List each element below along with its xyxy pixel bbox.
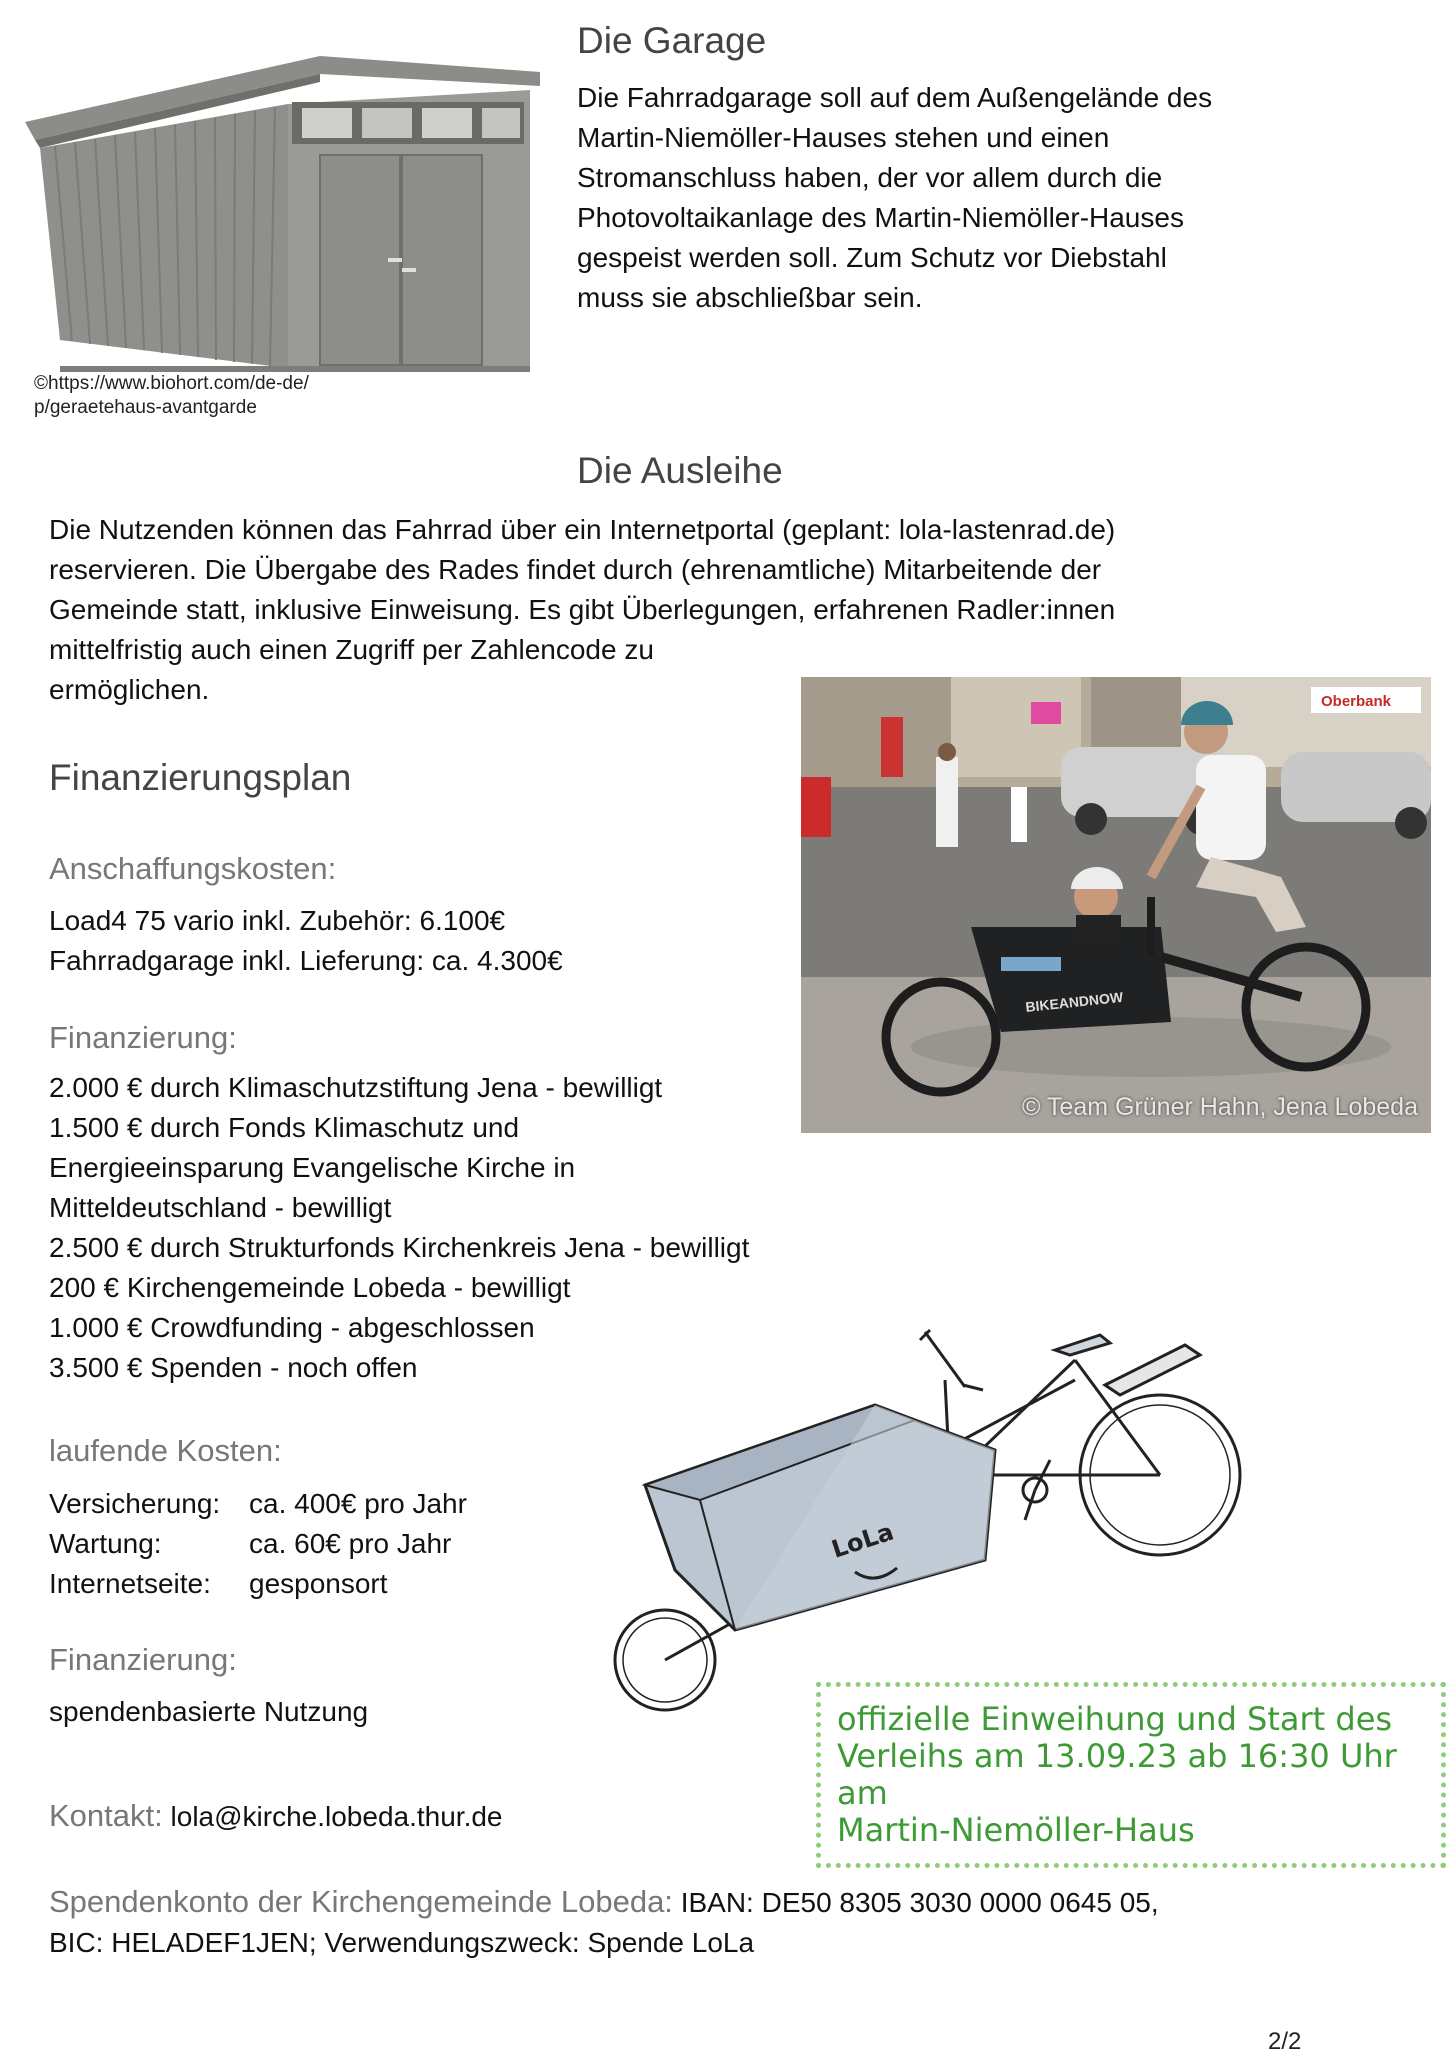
notice-line: offizielle Einweihung und Start des [837, 1700, 1393, 1738]
cargo-bike-photo [801, 677, 1431, 1133]
ausleihe-title: Die Ausleihe [577, 450, 783, 491]
cost-value: ca. 60€ pro Jahr [249, 1528, 452, 1559]
spendenkonto-line-2: BIC: HELADEF1JEN; Verwendungszweck: Spende LoLa [49, 1927, 755, 1958]
text-line: Photovoltaikanlage des Martin-Niemöller-Hauses [577, 202, 1184, 233]
lola-cargo-bike-drawing [605, 1310, 1245, 1730]
cost-label: Wartung: [49, 1528, 162, 1559]
garage-text [577, 78, 1212, 318]
text-line: Die Nutzenden können das Fahrrad über ein Internetportal (geplant: lola-lastenrad.de) [49, 514, 1116, 545]
notice-line: Martin-Niemöller-Haus [837, 1811, 1195, 1849]
text-line: reservieren. Die Übergabe des Rades findet durch (ehrenamtliche) Mitarbeitende der [49, 554, 1102, 585]
finanzierungsplan-title: Finanzierungsplan [49, 757, 352, 798]
list-item: Load4 75 vario inkl. Zubehör: 6.100€ [49, 905, 506, 936]
cost-row [49, 1484, 467, 1524]
caption-line: ©https://www.biohort.com/de-de/ [34, 373, 309, 394]
list-item: Fahrradgarage inkl. Lieferung: ca. 4.300€ [49, 945, 563, 976]
text-line: ermöglichen. [49, 674, 210, 705]
laufende-kosten-list [49, 1484, 467, 1604]
laufende-kosten-heading: laufende Kosten: [49, 1433, 282, 1468]
text-line: Stromanschluss haben, der vor allem durch die [577, 162, 1163, 193]
anschaffung-heading: Anschaffungskosten: [49, 851, 337, 886]
list-item: 3.500 € Spenden - noch offen [49, 1352, 418, 1383]
list-item: 1.500 € durch Fonds Klimaschutz und [49, 1112, 520, 1143]
list-item: Mitteldeutschland - bewilligt [49, 1192, 392, 1223]
text-line: Gemeinde statt, inklusive Einweisung. Es gibt Überlegungen, erfahrenen Radler:innen [49, 594, 1116, 625]
garage-shed-illustration [20, 50, 550, 420]
page-number: 2/2 [1268, 2028, 1302, 2055]
anschaffung-list [49, 901, 563, 981]
finanzierung-heading: Finanzierung: [49, 1020, 237, 1055]
text-line: Martin-Niemöller-Hauses stehen und einen [577, 122, 1110, 153]
list-item: 2.000 € durch Klimaschutzstiftung Jena - bewilligt [49, 1072, 663, 1103]
cost-label: Internetseite: [49, 1568, 211, 1599]
bank-sign-text: Oberbank [1321, 693, 1392, 710]
garage-image-caption [34, 372, 309, 420]
street-scene-illustration [801, 677, 1431, 1133]
garage-image [20, 50, 550, 420]
text-line: gespeist werden soll. Zum Schutz vor Diebstahl [577, 242, 1167, 273]
spendenkonto-iban: IBAN: DE50 8305 3030 0000 0645 05, [680, 1887, 1159, 1918]
notice-line: Verleihs am 13.09.23 ab 16:30 Uhr am [837, 1737, 1397, 1812]
kontakt-label: Kontakt: [49, 1798, 163, 1833]
list-item: 200 € Kirchengemeinde Lobeda - bewilligt [49, 1272, 571, 1303]
list-item: 2.500 € durch Strukturfonds Kirchenkreis Jena - bewilligt [49, 1232, 750, 1263]
caption-line: p/geraetehaus-avantgarde [34, 397, 257, 418]
garage-title: Die Garage [577, 20, 767, 61]
kontakt-line [49, 1796, 503, 1837]
text-line: mittelfristig auch einen Zugriff per Zahlencode zu [49, 634, 654, 665]
text-line: muss sie abschließbar sein. [577, 282, 923, 313]
bike-brand-text: BIKEANDNOW [1024, 988, 1124, 1015]
cost-row [49, 1524, 467, 1564]
list-item: 1.000 € Crowdfunding - abgeschlossen [49, 1312, 535, 1343]
cost-value: ca. 400€ pro Jahr [249, 1488, 467, 1519]
photo-caption: © Team Grüner Hahn, Jena Lobeda [1022, 1093, 1418, 1121]
cost-row [49, 1564, 467, 1604]
finanzierung2-text: spendenbasierte Nutzung [49, 1696, 369, 1727]
spendenkonto [49, 1882, 1159, 1963]
cargo-bike-illustration [605, 1310, 1245, 1730]
box-logo-text: LoLa [828, 1517, 898, 1564]
cost-value: gesponsort [249, 1568, 388, 1599]
cost-label: Versicherung: [49, 1488, 221, 1519]
finanzierung2-heading: Finanzierung: [49, 1642, 237, 1677]
event-notice-box [816, 1682, 1446, 1868]
spendenkonto-label: Spendenkonto der Kirchengemeinde Lobeda: [49, 1884, 673, 1919]
spendenkonto-line-1 [49, 1882, 1159, 1923]
list-item: Energieeinsparung Evangelische Kirche in [49, 1152, 576, 1183]
text-line: Die Fahrradgarage soll auf dem Außengelände des [577, 82, 1213, 113]
kontakt-email[interactable]: lola@kirche.lobeda.thur.de [170, 1801, 503, 1832]
